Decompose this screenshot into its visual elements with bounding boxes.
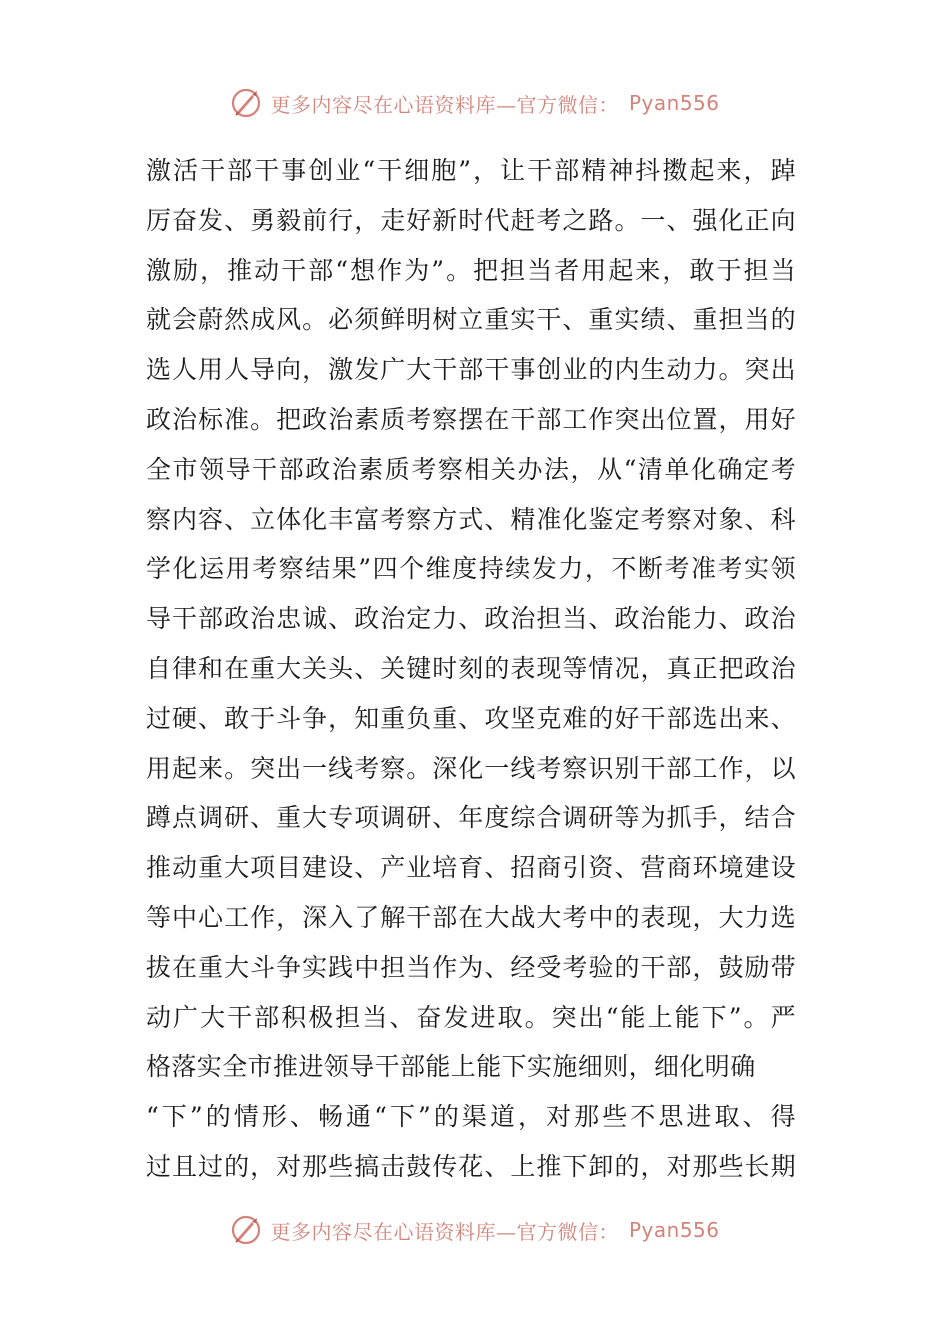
text-line: 拔在重大斗争实践中担当作为、经受考验的干部，鼓励带	[146, 952, 796, 982]
text-line: 激励，推动干部“想作为”。把担当者用起来，敢于担当	[146, 255, 796, 285]
text-line: 察内容、立体化丰富考察方式、精准化鉴定考察对象、科	[146, 504, 796, 534]
text-line: 学化运用考察结果”四个维度持续发力，不断考准考实领	[146, 554, 796, 584]
footer-watermark	[0, 1210, 950, 1250]
watermark-text: 更多内容尽在心语资料库—官方微信：	[270, 1219, 619, 1244]
text-line: 格落实全市推进领导干部能上能下实施细则，细化明确	[146, 1052, 756, 1082]
text-line: 动广大干部积极担当、奋发进取。突出“能上能下”。严	[146, 1002, 796, 1032]
text-line: 等中心工作，深入了解干部在大战大考中的表现，大力选	[146, 902, 796, 932]
text-line: 自律和在重大关头、关键时刻的表现等情况，真正把政治	[146, 653, 796, 683]
text-line: 全市领导干部政治素质考察相关办法，从“清单化确定考	[146, 454, 796, 484]
watermark-text: 更多内容尽在心语资料库—官方微信：	[270, 92, 619, 117]
quill-logo-icon	[230, 1214, 262, 1246]
text-line: “下”的情形、畅通“下”的渠道，对那些不思进取、得	[146, 1102, 796, 1132]
text-line: 厉奋发、勇毅前行，走好新时代赶考之路。一、强化正向	[146, 205, 796, 235]
text-line: 激活干部干事创业“干细胞”，让干部精神抖擞起来，踔	[146, 156, 796, 185]
text-line: 用起来。突出一线考察。深化一线考察识别干部工作，以	[146, 753, 796, 783]
quill-logo-icon	[230, 87, 262, 119]
text-line: 政治标准。把政治素质考察摆在干部工作突出位置，用好	[146, 404, 796, 434]
text-line: 推动重大项目建设、产业培育、招商引资、营商环境建设	[146, 853, 796, 883]
text-line: 蹲点调研、重大专项调研、年度综合调研等为抓手，结合	[146, 803, 796, 833]
text-line: 过硬、敢于斗争，知重负重、攻坚克难的好干部选出来、	[146, 703, 796, 733]
text-line: 导干部政治忠诚、政治定力、政治担当、政治能力、政治	[146, 604, 796, 634]
body-text	[146, 146, 796, 1192]
watermark-wechat-id: Pyan556	[628, 91, 720, 115]
text-line: 选人用人导向，激发广大干部干事创业的内生动力。突出	[146, 355, 796, 385]
watermark-wechat-id: Pyan556	[628, 1218, 720, 1242]
text-line: 过且过的，对那些搞击鼓传花、上推下卸的，对那些长期	[146, 1151, 796, 1181]
text-line: 就会蔚然成风。必须鲜明树立重实干、重实绩、重担当的	[146, 305, 796, 335]
header-watermark	[0, 83, 950, 123]
